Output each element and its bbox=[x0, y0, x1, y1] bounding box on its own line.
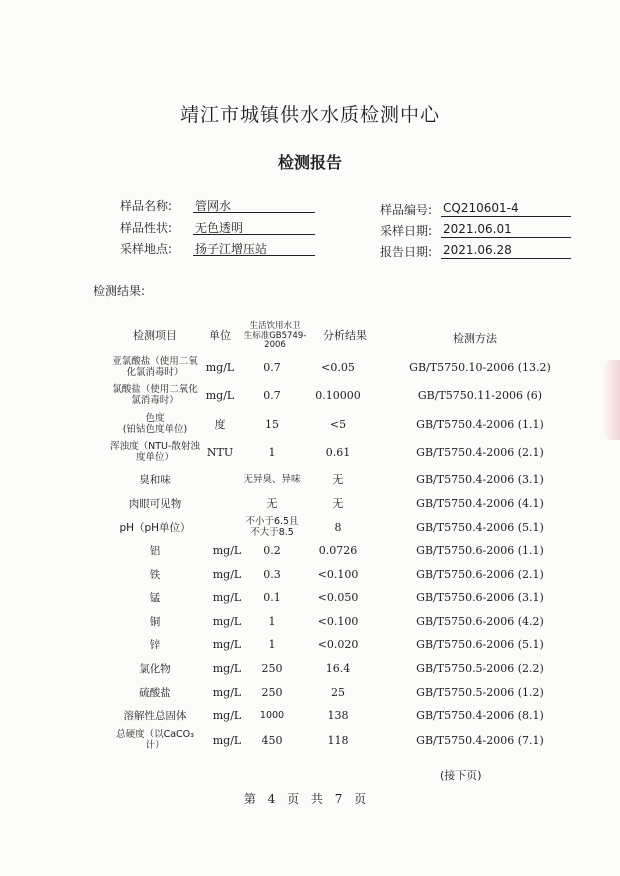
cell-item: 硫酸盐 bbox=[139, 687, 171, 699]
sample-site-field bbox=[120, 240, 320, 258]
cell-item: 铜 bbox=[149, 616, 161, 628]
cell-method: GB/T5750.6-2006 (2.1) bbox=[416, 568, 544, 581]
cell-result: 138 bbox=[327, 709, 349, 722]
cell-item: pH（pH单位） bbox=[119, 522, 191, 534]
sample-date-label: 采样日期: bbox=[380, 224, 433, 238]
cell-unit: mg/L bbox=[212, 638, 242, 651]
sample-name-field bbox=[120, 197, 320, 215]
cell-item bbox=[95, 441, 215, 463]
sample-trait-field bbox=[120, 219, 320, 237]
report-date-field bbox=[380, 243, 580, 261]
cell-result: 8 bbox=[334, 521, 342, 534]
sample-site-label: 采样地点: bbox=[120, 242, 173, 256]
cell-std: 1000 bbox=[259, 710, 285, 721]
cell-std: 0.7 bbox=[263, 361, 281, 374]
sample-no-field bbox=[380, 201, 580, 219]
cell-std: 450 bbox=[261, 734, 283, 747]
cell-item bbox=[95, 356, 215, 378]
cell-method: GB/T5750.4-2006 (8.1) bbox=[416, 709, 544, 722]
cell-item: 氯化物 bbox=[139, 663, 171, 675]
cell-unit: mg/L bbox=[205, 389, 235, 402]
cell-result: 0.10000 bbox=[315, 389, 361, 402]
cell-method: GB/T5750.6-2006 (4.2) bbox=[416, 615, 544, 628]
cell-method: GB/T5750.4-2006 (1.1) bbox=[416, 418, 544, 431]
cell-item bbox=[95, 384, 215, 406]
cell-std: 1 bbox=[268, 446, 276, 459]
report-date-label: 报告日期: bbox=[380, 245, 433, 259]
cell-item: 肉眼可见物 bbox=[128, 498, 182, 510]
cell-item: 臭和味 bbox=[139, 474, 171, 486]
cell-std bbox=[238, 516, 306, 538]
cell-unit: mg/L bbox=[205, 361, 235, 374]
cell-method: GB/T5750.11-2006 (6) bbox=[417, 389, 543, 402]
cell-item: 锰 bbox=[149, 592, 161, 604]
results-section-label: 检测结果: bbox=[93, 284, 146, 298]
cell-std: 0.2 bbox=[263, 544, 281, 557]
cell-result: <0.100 bbox=[317, 615, 359, 628]
cell-unit: 度 bbox=[214, 418, 226, 431]
report-title: 检测报告 bbox=[277, 153, 342, 172]
cell-item-line: 亚氯酸盐（使用二氧 bbox=[112, 356, 198, 367]
cell-method: GB/T5750.4-2006 (7.1) bbox=[416, 734, 544, 747]
cell-unit: mg/L bbox=[212, 662, 242, 675]
seal-stamp-edge bbox=[602, 360, 620, 440]
cell-result: 0.0726 bbox=[318, 544, 358, 557]
cell-std: 1 bbox=[268, 638, 276, 651]
cell-item bbox=[95, 413, 215, 435]
cell-std: 无异臭、异味 bbox=[243, 474, 301, 485]
cell-method: GB/T5750.10-2006 (13.2) bbox=[409, 361, 551, 374]
sample-site-value: 扬子江增压站 bbox=[193, 240, 315, 256]
cell-item: 铁 bbox=[149, 569, 161, 581]
cell-std-line: 不小于6.5且 bbox=[245, 516, 299, 527]
sample-trait-label: 样品性状: bbox=[120, 221, 173, 235]
cell-result: <0.100 bbox=[317, 568, 359, 581]
cell-method: GB/T5750.5-2006 (2.2) bbox=[416, 662, 544, 675]
cell-unit: mg/L bbox=[212, 709, 242, 722]
cell-result: 25 bbox=[331, 686, 345, 699]
page-number: 第 4 页 共 7 页 bbox=[243, 792, 367, 806]
cell-std: 0.1 bbox=[263, 591, 281, 604]
header-method: 检测方法 bbox=[453, 332, 497, 345]
cell-result: <0.05 bbox=[321, 361, 355, 374]
sample-no-label: 样品编号: bbox=[380, 203, 433, 217]
sample-date-field bbox=[380, 222, 580, 240]
cell-result: 16.4 bbox=[325, 662, 351, 675]
cell-std: 250 bbox=[261, 662, 283, 675]
cell-std: 1 bbox=[268, 615, 276, 628]
cell-item-line: 度单位） bbox=[135, 452, 174, 463]
sample-trait-value: 无色透明 bbox=[193, 219, 315, 235]
cell-item bbox=[95, 729, 215, 751]
cell-unit: mg/L bbox=[212, 686, 242, 699]
cell-item-line: 总硬度（以CaCO₃ bbox=[116, 729, 194, 740]
header-item: 检测项目 bbox=[133, 329, 177, 342]
sample-name-value: 管网水 bbox=[193, 197, 315, 213]
cell-unit: mg/L bbox=[212, 734, 242, 747]
cell-std: 15 bbox=[265, 418, 279, 431]
header-standard-line: 2006 bbox=[264, 340, 286, 350]
cell-unit: mg/L bbox=[212, 591, 242, 604]
cell-method: GB/T5750.6-2006 (5.1) bbox=[416, 638, 544, 651]
cell-result: 118 bbox=[327, 734, 349, 747]
cell-result: <0.020 bbox=[317, 638, 359, 651]
cell-item: 铝 bbox=[149, 545, 161, 557]
cell-std: 0.7 bbox=[263, 389, 281, 402]
cell-item-line: 色度 bbox=[145, 413, 165, 424]
header-result: 分析结果 bbox=[323, 329, 367, 342]
cell-item-line: 计） bbox=[145, 740, 165, 751]
cell-result: <0.050 bbox=[317, 591, 359, 604]
cell-item: 锌 bbox=[149, 639, 161, 651]
header-standard-line: 生标准GB5749- bbox=[243, 330, 307, 341]
report-date-value: 2021.06.28 bbox=[441, 243, 571, 259]
cell-result: <5 bbox=[329, 418, 347, 431]
header-standard-line: 生活饮用水卫 bbox=[249, 321, 301, 331]
cell-method: GB/T5750.6-2006 (1.1) bbox=[416, 544, 544, 557]
cell-method: GB/T5750.5-2006 (1.2) bbox=[416, 686, 544, 699]
cell-result: 无 bbox=[332, 473, 344, 486]
cell-unit: mg/L bbox=[212, 615, 242, 628]
cell-std: 250 bbox=[261, 686, 283, 699]
cell-unit: NTU bbox=[206, 446, 234, 459]
org-title: 靖江市城镇供水水质检测中心 bbox=[179, 104, 440, 126]
cell-item-line: 氯酸盐（使用二氧化 bbox=[112, 384, 198, 395]
header-standard bbox=[240, 322, 310, 351]
continued-note: (接下页) bbox=[440, 769, 482, 782]
cell-method: GB/T5750.4-2006 (5.1) bbox=[416, 521, 544, 534]
sample-date-value: 2021.06.01 bbox=[441, 222, 571, 238]
cell-std-line: 不大于8.5 bbox=[250, 527, 294, 538]
cell-method: GB/T5750.4-2006 (3.1) bbox=[416, 473, 544, 486]
sample-no-value: CQ210601-4 bbox=[441, 201, 571, 217]
cell-method: GB/T5750.4-2006 (4.1) bbox=[416, 497, 544, 510]
cell-unit: mg/L bbox=[212, 568, 242, 581]
cell-item: 溶解性总固体 bbox=[123, 710, 187, 722]
cell-item-line: 化氯消毒时） bbox=[126, 367, 184, 378]
cell-method: GB/T5750.6-2006 (3.1) bbox=[416, 591, 544, 604]
cell-unit: mg/L bbox=[212, 544, 242, 557]
header-unit: 单位 bbox=[209, 329, 231, 342]
cell-result: 无 bbox=[332, 497, 344, 510]
cell-result: 0.61 bbox=[325, 446, 351, 459]
cell-item-line: 氯消毒时） bbox=[131, 395, 179, 406]
cell-item-line: 浑浊度（NTU-散射浊 bbox=[110, 441, 200, 452]
sample-name-label: 样品名称: bbox=[120, 199, 173, 213]
cell-method: GB/T5750.4-2006 (2.1) bbox=[416, 446, 544, 459]
cell-std: 0.3 bbox=[263, 568, 281, 581]
cell-item-line: (铂钴色度单位) bbox=[122, 424, 188, 435]
cell-std: 无 bbox=[266, 497, 278, 510]
